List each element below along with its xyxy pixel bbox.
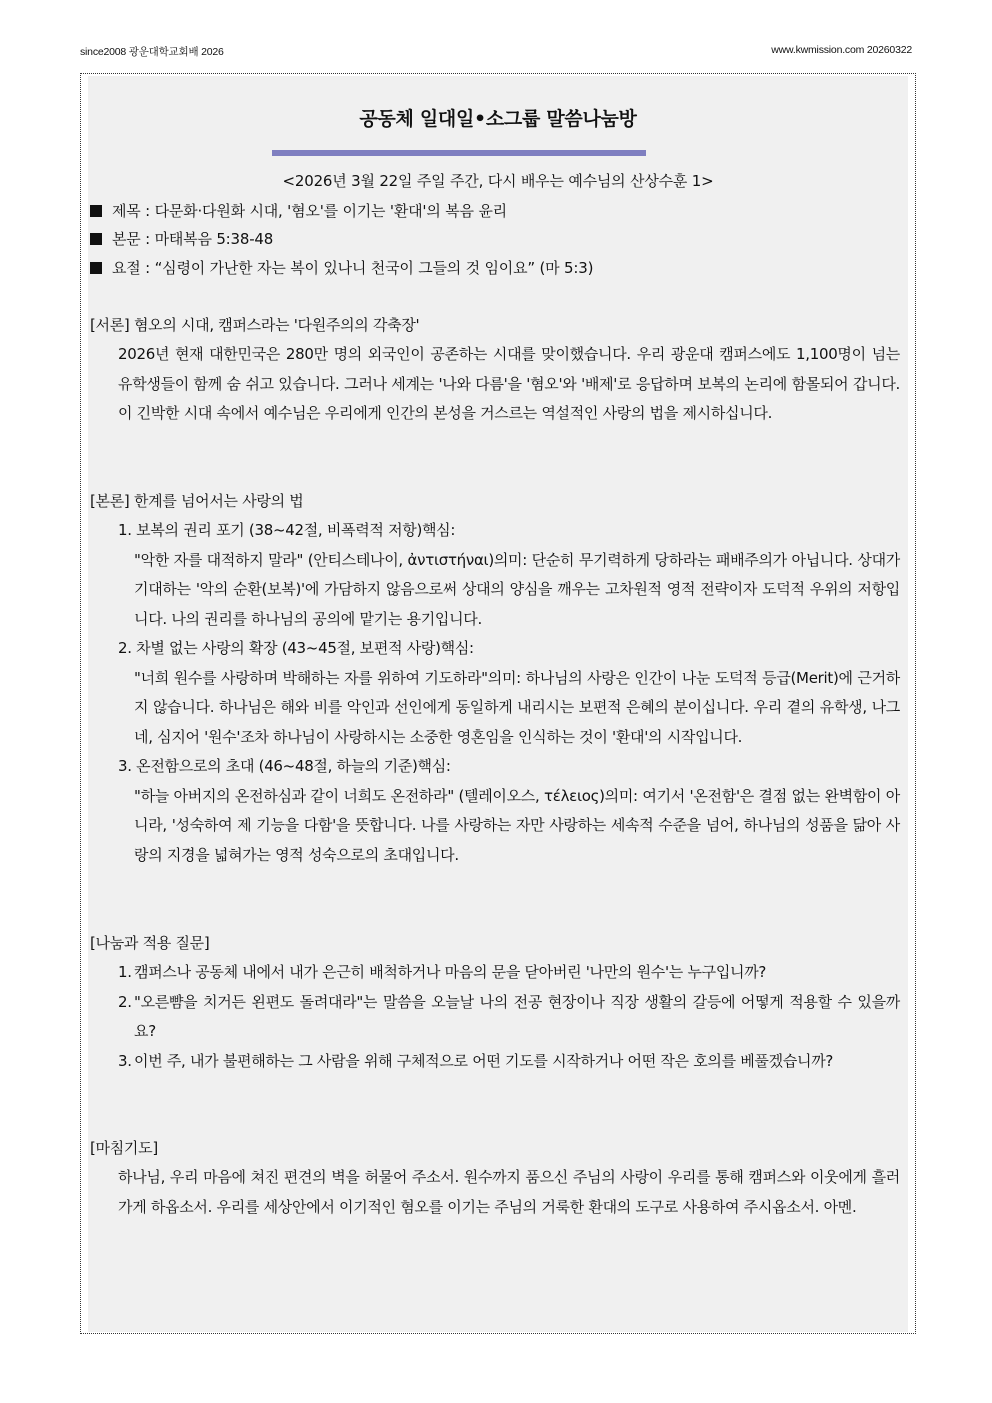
question-number: 2.: [118, 992, 132, 1011]
header-left: since2008 광운대학교회배 2026: [80, 46, 224, 58]
main-point-3: [90, 752, 900, 870]
square-bullet-icon: [90, 262, 102, 274]
section-intro: [90, 310, 900, 429]
question-text: "오른뺨을 치거든 왼편도 돌려대라"는 말씀을 오늘날 나의 전공 현장이나 직장 생활의 갈등에 어떻게 적용할 수 있을까요?: [134, 992, 900, 1040]
meta-value: 다문화·다원화 시대, '혐오'를 이기는 '환대'의 복음 윤리: [154, 202, 507, 220]
meta-value: “심령이 가난한 자는 복이 있나니 천국이 그들의 것 임이요” (마 5:3): [154, 259, 594, 277]
section-heading: [서론] 혐오의 시대, 캠퍼스라는 '다원주의의 각축장': [90, 316, 420, 334]
section-heading: [마침기도]: [90, 1139, 158, 1157]
question-text: 이번 주, 내가 불편해하는 그 사람을 위해 구체적으로 어떤 기도를 시작하거나 어떤 작은 호의를 베풀겠습니까?: [134, 1051, 834, 1070]
content-panel: [88, 76, 908, 1332]
point-body: "너희 원수를 사랑하며 박해하는 자를 위하여 기도하라"의미: 하나님의 사랑은 인간이 나눈 도덕적 등급(Merit)에 근거하지 않습니다. 하나님은 해와 비를 악인과 선인에게 동일하게 내리시는 보편적 은혜의 분이십니다. 우리 곁의 유학생, 나그네, 심지어 '원수'조차 하나님이 사랑하시는 소중한 영혼임을 인식하는 것이 '환대'의 시작입니다.: [134, 668, 900, 746]
question-text: 캠퍼스나 공동체 내에서 내가 은근히 배척하거나 마음의 문을 닫아버린 '나만의 원수'는 누구입니까?: [134, 963, 767, 981]
main-point-1: [90, 516, 900, 634]
meta-value: 마태복음 5:38-48: [154, 230, 274, 248]
square-bullet-icon: [90, 205, 102, 217]
meta-label: 제목: [112, 202, 141, 220]
section-paragraph: 2026년 현재 대한민국은 280만 명의 외국인이 공존하는 시대를 맞이했습니다. 우리 광운대 캠퍼스에도 1,100명이 넘는 유학생들이 함께 숨 쉬고 있습니다. 그러나 세계는 '나와 다름'을 '혐오'와 '배제'로 응답하며 보복의 논리에 함몰되어 갑니다. 이 긴박한 시대 속에서 예수님은 우리에게 인간의 본성을 거스르는 역설적인 사랑의 법을 제시하십니다.: [118, 345, 900, 422]
meta-label: 본문: [112, 230, 141, 248]
point-title: 2. 차별 없는 사랑의 확장 (43~45절, 보편적 사랑)핵심:: [118, 639, 474, 657]
point-title: 1. 보복의 권리 포기 (38~42절, 비폭력적 저항)핵심:: [118, 521, 456, 539]
title-underline-bar: [272, 150, 646, 156]
meta-key-verse: 요절 : “심령이 가난한 자는 복이 있나니 천국이 그들의 것 임이요” (마 5:3): [90, 257, 593, 278]
point-body: "하늘 아버지의 온전하심과 같이 너희도 온전하라" (텔레이오스, τέλειος)의미: 여기서 '온전함'은 결점 없는 완벽함이 아니라, '성숙하여 제 기능을 다함'을 뜻합니다. 나를 사랑하는 자만 사랑하는 세속적 수준을 넘어, 하나님의 성품을 닮아 사랑의 지경을 넓혀가는 영적 성숙으로의 초대입니다.: [134, 786, 900, 864]
page-title: 공동체 일대일•소그룹 말씀나눔방: [359, 108, 637, 130]
main-point-2: [90, 634, 900, 752]
section-prayer: [90, 1133, 900, 1222]
question-item: [90, 958, 900, 988]
meta-scripture: 본문 : 마태복음 5:38-48: [90, 228, 273, 249]
section-questions: [90, 928, 900, 1076]
section-heading: [본론] 한계를 넘어서는 사랑의 법: [90, 492, 304, 510]
subtitle: <2026년 3월 22일 주일 주간, 다시 배우는 예수님의 산상수훈 1>: [282, 172, 714, 190]
point-title: 3. 온전함으로의 초대 (46~48절, 하늘의 기준)핵심:: [118, 757, 451, 775]
question-item: [90, 988, 900, 1047]
prayer-text: 하나님, 우리 마음에 쳐진 편견의 벽을 허물어 주소서. 원수까지 품으신 주님의 사랑이 우리를 통해 캠퍼스와 이웃에게 흘러가게 하옵소서. 우리를 세상안에서 이기적인 혐오를 이기는 주님의 거룩한 환대의 도구로 사용하여 주시옵소서. 아멘.: [118, 1168, 900, 1216]
header-right: www.kwmission.com 20260322: [771, 44, 912, 56]
meta-label: 요절: [112, 259, 141, 277]
section-main: [90, 486, 900, 870]
question-number: 3.: [118, 1051, 132, 1070]
question-number: 1.: [118, 963, 132, 981]
square-bullet-icon: [90, 233, 102, 245]
section-heading: [나눔과 적용 질문]: [90, 934, 210, 952]
point-body: "악한 자를 대적하지 말라" (안티스테나이, ἀντιστήναι)의미: 단순히 무기력하게 당하라는 패배주의가 아닙니다. 상대가 기대하는 '악의 순환(보복)'에 가담하지 않음으로써 상대의 양심을 깨우는 고차원적 영적 전략이자 도덕적 우위의 저항입니다. 나의 권리를 하나님의 공의에 맡기는 용기입니다.: [134, 550, 900, 628]
question-item: [90, 1047, 900, 1077]
meta-title: 제목 : 다문화·다원화 시대, '혐오'를 이기는 '환대'의 복음 윤리: [90, 200, 507, 221]
document-frame: [80, 73, 916, 1334]
